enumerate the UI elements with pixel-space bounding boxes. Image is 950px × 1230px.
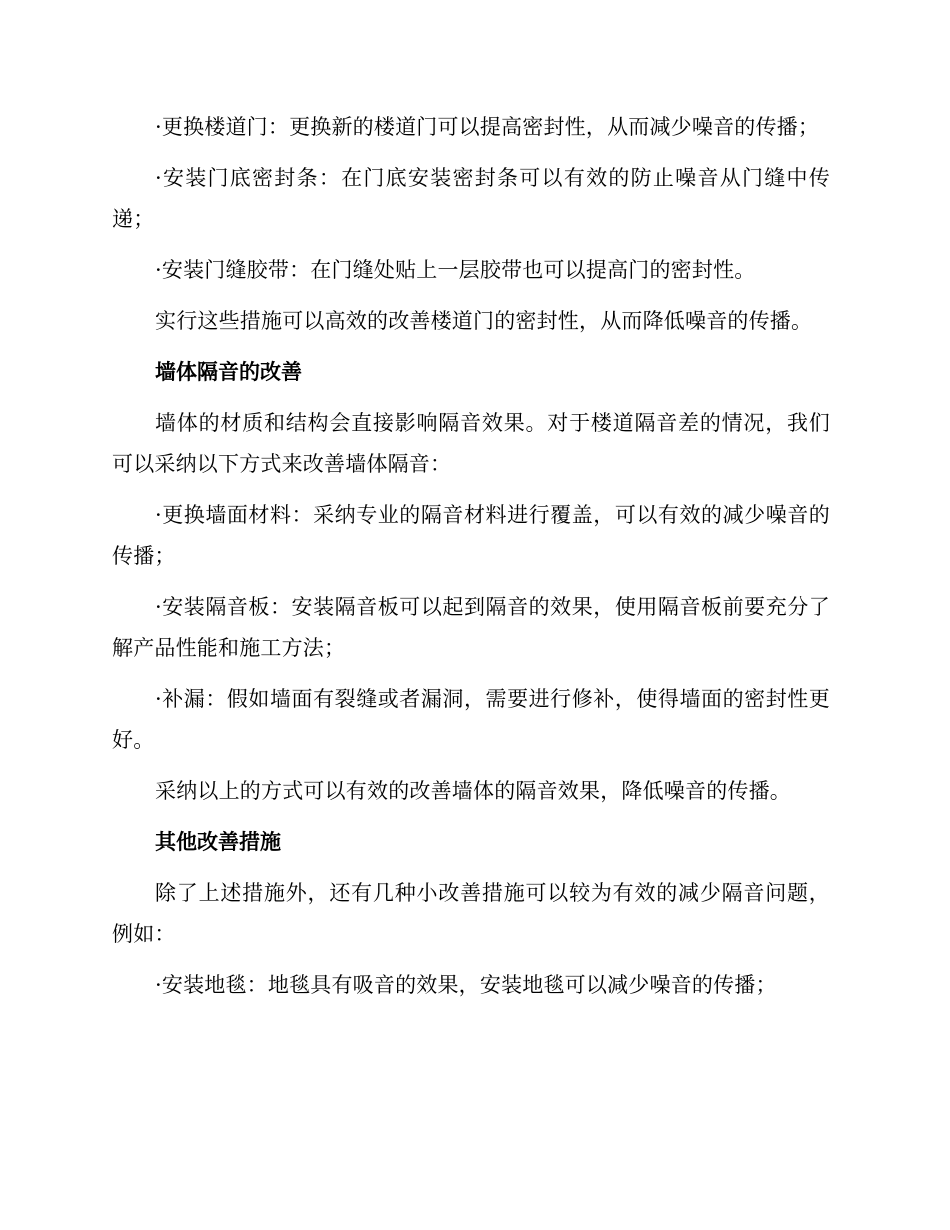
bullet-soundproof-board: ·安装隔音板：安装隔音板可以起到隔音的效果，使用隔音板前要充分了解产品性能和施工方法； (112, 595, 830, 660)
door-summary-paragraph: 实行这些措施可以高效的改善楼道门的密封性，从而降低噪音的传播。 (155, 309, 813, 333)
bullet-wall-material: ·更换墙面材料：采纳专业的隔音材料进行覆盖，可以有效的减少噪音的传播； (112, 503, 830, 568)
bullet-install-carpet: ·安装地毯：地毯具有吸音的效果，安装地毯可以减少噪音的传播； (155, 973, 777, 997)
document-page (112, 107, 830, 1016)
bullet-patch-leaks: ·补漏：假如墙面有裂缝或者漏洞，需要进行修补，使得墙面的密封性更好。 (112, 687, 830, 752)
bullet-door-gap-tape: ·安装门缝胶带：在门缝处贴上一层胶带也可以提高门的密封性。 (155, 258, 756, 282)
bullet-replace-door: ·更换楼道门：更换新的楼道门可以提高密封性，从而减少噪音的传播； (155, 115, 820, 139)
wall-intro-paragraph: 墙体的材质和结构会直接影响隔音效果。对于楼道隔音差的情况，我们可以采纳以下方式来改善墙体隔音： (112, 411, 830, 476)
wall-section-heading: 墙体隔音的改善 (155, 360, 302, 384)
wall-summary-paragraph: 采纳以上的方式可以有效的改善墙体的隔音效果，降低噪音的传播。 (155, 779, 791, 803)
bullet-door-bottom-seal: ·安装门底密封条：在门底安装密封条可以有效的防止噪音从门缝中传递； (112, 166, 830, 231)
other-measures-heading: 其他改善措施 (155, 830, 281, 854)
other-intro-paragraph: 除了上述措施外，还有几种小改善措施可以较为有效的减少隔音问题，例如： (112, 881, 830, 946)
